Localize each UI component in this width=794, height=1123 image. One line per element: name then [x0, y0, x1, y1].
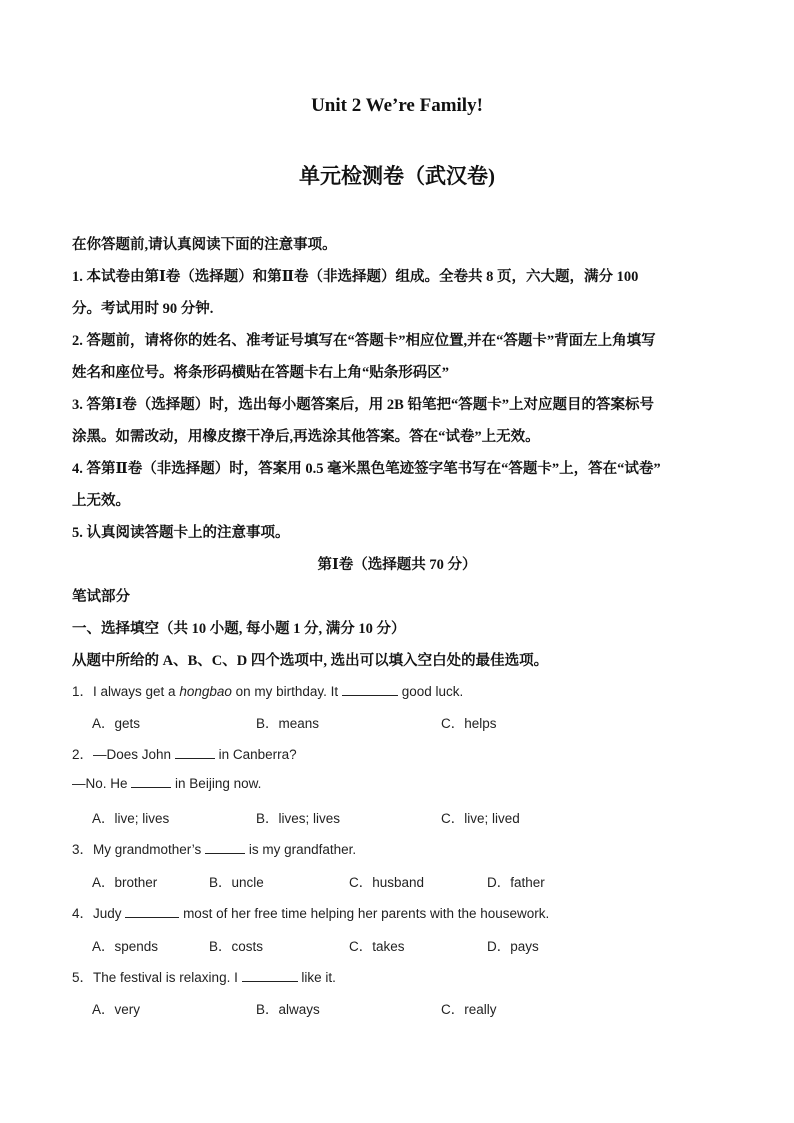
notice-line: 5. 认真阅读答题卡上的注意事项。 [72, 525, 290, 541]
option-b: B．costs [209, 939, 264, 954]
question-5 [72, 966, 336, 986]
notice-heading: 在你答题前,请认真阅读下面的注意事项。 [72, 237, 337, 253]
page-title: Unit 2 We’re Family! [311, 95, 483, 116]
notice-line: 3. 答第Ⅰ卷（选择题）时，选出每小题答案后，用 2B 铅笔把“答题卡”上对应题目的答案标号 [72, 397, 654, 413]
question-2-response [72, 775, 261, 791]
option-a: A．live; lives [92, 811, 170, 826]
option-b: B．uncle [209, 875, 264, 890]
question-text: most of her free time helping her parents with the housework. [179, 906, 550, 921]
question-4 [72, 902, 549, 922]
option-d: D．father [487, 875, 545, 890]
question-text: in Beijing now. [171, 776, 262, 791]
option-a: A．very [92, 1002, 141, 1017]
part-instruction: 从题中所给的 A、B、C、D 四个选项中, 选出可以填入空白处的最佳选项。 [72, 653, 549, 669]
question-italic-word: hongbao [179, 684, 232, 699]
answer-blank [175, 746, 215, 759]
question-number: 4． [72, 906, 94, 921]
question-text: Judy [93, 906, 122, 921]
question-number: 2． [72, 747, 94, 762]
question-text: I always get a [93, 684, 180, 699]
answer-blank [242, 969, 298, 982]
question-1 [72, 680, 463, 700]
option-c: C．live; lived [441, 811, 520, 826]
notice-line: 分。考试用时 90 分钟. [72, 301, 214, 317]
question-2 [72, 743, 297, 763]
option-c: C．takes [349, 939, 405, 954]
option-a: A．brother [92, 875, 158, 890]
question-number: 1． [72, 684, 94, 699]
option-c: C．really [441, 1002, 497, 1017]
question-text: My grandmother’s [93, 842, 202, 857]
section-heading: 笔试部分 [72, 589, 130, 605]
answer-blank [342, 683, 398, 696]
option-b: B．means [256, 716, 320, 731]
notice-line: 姓名和座位号。将条形码横贴在答题卡右上角“贴条形码区” [72, 365, 449, 381]
notice-line: 上无效。 [72, 493, 130, 509]
notice-line: 2. 答题前，请将你的姓名、准考证号填写在“答题卡”相应位置,并在“答题卡”背面左上角填写 [72, 333, 656, 349]
option-b: B．lives; lives [256, 811, 341, 826]
option-c: C．husband [349, 875, 425, 890]
answer-blank [205, 841, 245, 854]
option-b: B．always [256, 1002, 320, 1017]
question-text: —Does John [93, 747, 172, 762]
volume-heading: 第Ⅰ卷（选择题共 70 分） [317, 557, 477, 573]
page-subtitle: 单元检测卷（武汉卷) [299, 164, 495, 188]
notice-line: 涂黑。如需改动，用橡皮擦干净后,再选涂其他答案。答在“试卷”上无效。 [72, 429, 540, 445]
question-text: on my birthday. It [231, 684, 339, 699]
part-title: 一、选择填空（共 10 小题, 每小题 1 分, 满分 10 分） [72, 621, 406, 637]
option-a: A．spends [92, 939, 159, 954]
option-c: C．helps [441, 716, 497, 731]
option-d: D．pays [487, 939, 539, 954]
answer-blank [125, 905, 179, 918]
question-text: good luck. [397, 684, 464, 699]
option-a: A．gets [92, 716, 141, 731]
question-text: like it. [297, 970, 336, 985]
question-text: is my grandfather. [245, 842, 357, 857]
question-text: —No. He [72, 776, 128, 791]
answer-blank [131, 775, 171, 788]
question-number: 3． [72, 842, 94, 857]
notice-line: 4. 答第Ⅱ卷（非选择题）时，答案用 0.5 毫米黑色笔迹签字笔书写在“答题卡”上，答在“试卷” [72, 461, 661, 477]
question-number: 5． [72, 970, 94, 985]
notice-line: 1. 本试卷由第Ⅰ卷（选择题）和第Ⅱ卷（非选择题）组成。全卷共 8 页，六大题，满分 100 [72, 269, 639, 285]
question-text: in Canberra? [214, 747, 297, 762]
question-3 [72, 838, 356, 858]
question-text: The festival is relaxing. I [93, 970, 238, 985]
